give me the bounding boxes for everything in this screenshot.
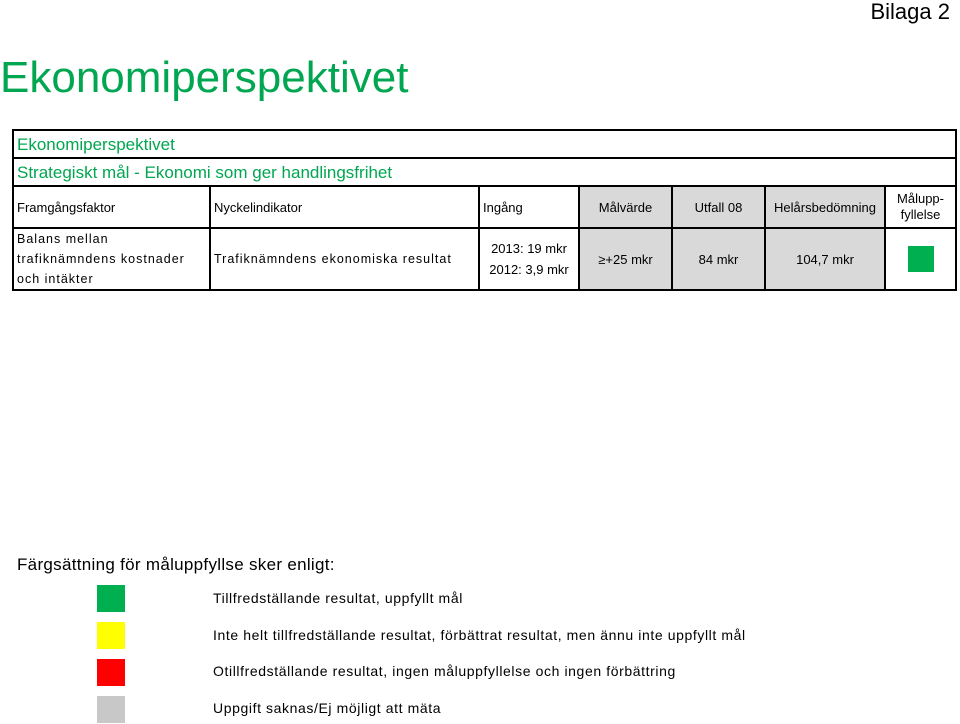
legend-swatch-green xyxy=(97,585,125,612)
col-malvarde-label: Målvärde xyxy=(598,199,653,215)
row-nyckelindikator-text: Trafiknämndens ekonomiska resultat xyxy=(214,252,452,266)
col-ingang xyxy=(480,187,580,229)
legend-title: Färgsättning för måluppfyllse sker enligt: xyxy=(17,555,335,574)
col-nyckelindikator xyxy=(211,187,480,229)
row-utfall xyxy=(673,229,766,289)
legend-swatch-yellow xyxy=(97,622,125,649)
row-malvarde-value: ≥+25 mkr xyxy=(598,251,653,267)
row-helarsbedomning xyxy=(766,229,886,289)
row-ingang-line-1: 2013: 19 mkr xyxy=(491,241,567,256)
legend-label-red: Otillfredställande resultat, ingen måluppfyllelse och ingen förbättring xyxy=(213,663,676,679)
legend-label-green: Tillfredställande resultat, uppfyllt mål xyxy=(213,590,463,606)
row-nyckelindikator xyxy=(211,229,480,289)
status-indicator xyxy=(908,246,934,272)
col-maluppfyllelse xyxy=(886,187,955,229)
row-ingang xyxy=(480,229,580,289)
col-maluppfyllelse-label-1: Målupp- xyxy=(897,191,944,206)
bilaga-label: Bilaga 2 xyxy=(870,0,950,24)
row-ingang-line-2: 2012: 3,9 mkr xyxy=(489,262,569,277)
legend-label-yellow: Inte helt tillfredställande resultat, förbättrat resultat, men ännu inte uppfyllt mål xyxy=(213,627,746,643)
col-helarsbedomning xyxy=(766,187,886,229)
col-maluppfyllelse-label-2: fyllelse xyxy=(900,207,941,222)
col-nyckelindikator-label: Nyckelindikator xyxy=(214,199,303,215)
row-framgangsfaktor-line-3: och intäkter xyxy=(17,272,94,286)
col-helarsbedomning-label: Helårsbedömning xyxy=(774,199,876,215)
row-framgangsfaktor-line-2: trafiknämndens kostnader xyxy=(17,252,185,266)
row-framgangsfaktor xyxy=(14,229,211,289)
col-utfall xyxy=(673,187,766,229)
row-maluppfyllelse xyxy=(886,229,955,289)
col-utfall-label: Utfall 08 xyxy=(694,199,743,215)
col-ingang-label: Ingång xyxy=(483,199,523,215)
col-framgangsfaktor xyxy=(14,187,211,229)
page-title: Ekonomiperspektivet xyxy=(0,53,409,102)
goal-table xyxy=(12,129,957,291)
col-framgangsfaktor-label: Framgångsfaktor xyxy=(17,199,116,215)
row-utfall-value: 84 mkr xyxy=(698,251,739,267)
legend-label-gray: Uppgift saknas/Ej möjligt att mäta xyxy=(213,700,442,716)
row-malvarde xyxy=(580,229,673,289)
col-malvarde xyxy=(580,187,673,229)
legend-swatch-red xyxy=(97,659,125,686)
row-framgangsfaktor-line-1: Balans mellan xyxy=(17,232,109,246)
legend-swatch-gray xyxy=(97,696,125,723)
row-helarsbedomning-value: 104,7 mkr xyxy=(796,251,854,267)
table-title: Ekonomiperspektivet xyxy=(14,131,955,159)
table-subtitle: Strategiskt mål - Ekonomi som ger handlingsfrihet xyxy=(14,159,955,187)
